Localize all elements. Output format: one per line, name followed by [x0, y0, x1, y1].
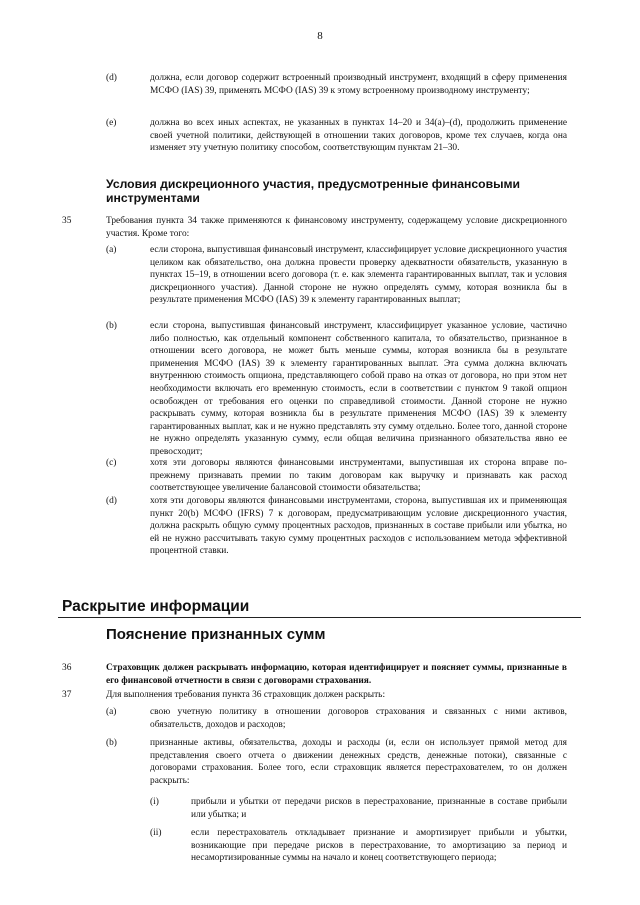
subitem-label: (i) — [150, 797, 159, 807]
list-item: должна, если договор содержит встроенный производный инструмент, входящий в сферу применения МСФО (IAS) 39, применять МСФО (IAS) 39 к этому встроенному производному инструменту; — [150, 73, 567, 96]
list-item: если сторона, выпустившая финансовый инструмент, классифицирует условие дискреционного участия целиком как обязательство, она должна провести проверку адекватности обязательств, указанную в пунктах 15–19, в отношении всего договора (т. е. как элемента гарантированных выплат, так и условия дискреционного участия). Данной стороне не нужно определять сумму, которая возникла бы в результате применения МСФО (IAS) 39 к элементу гарантированных выплат; — [150, 245, 567, 306]
list-item: должна во всех иных аспектах, не указанных в пунктах 14–20 и 34(a)–(d), продолжить применение своей учетной политики, действующей в отношении таких договоров, кроме тех случаев, когда она изменяет эту учетную политику способом, соответствующим пунктам 21–30. — [150, 118, 567, 154]
paragraph-text: Требования пункта 34 также применяются к финансовому инструменту, содержащему условие дискреционного участия. Кроме того: — [106, 216, 567, 239]
paragraph-text: Для выполнения требования пункта 36 страховщик должен раскрыть: — [106, 690, 386, 700]
list-item: если сторона, выпустившая финансовый инструмент, классифицирует указанное условие, частично либо полностью, как отдельный компонент собственного капитала, то обязательство, признанное в отношении всего договора, не может быть меньше суммы, которая возникла бы в результате применения МСФО (IAS) 39 к элементу гарантированных выплат. Эта сумма должна включать внутреннюю стоимость опциона, представляющего собой право на отказ от договора, но при этом нет необходимости включать его временную стоимость, если в соответствии с пунктом 9 такой опцион освобожден от требования его оценки по справедливой стоимости. Данной стороне не нужно раскрывать сумму, которая возникла бы в результате применения МСФО (IAS) 39 к элементу гарантированных выплат, как и не нужно представлять эту сумму отдельно. Более того, данной стороне не нужно определять указанную сумму, если общая величина признанного обязательства явно ее превосходит; — [150, 321, 567, 457]
subitem-label: (ii) — [150, 828, 162, 838]
list-item: свою учетную политику в отношении договоров страхования и связанных с ними активов, обязательств, доходов и расходов; — [150, 707, 567, 730]
paragraph-number: 37 — [62, 690, 72, 700]
page-number: 8 — [317, 30, 323, 42]
list-item: хотя эти договоры являются финансовыми инструментами, выпустившая их сторона вправе по-прежнему признавать премии по таким договорам как выручку и признавать как расход соответствующее увеличение балансовой стоимости обязательства; — [150, 458, 567, 494]
item-label: (c) — [106, 458, 117, 468]
heading-rule — [58, 617, 581, 618]
list-item: признанные активы, обязательства, доходы и расходы (и, если он использует прямой метод для представления своего отчета о движении денежных средств, денежные потоки), связанные с договорами страхования. Более того, если страховщик является перестрахователем, то он должен раскрыть: — [150, 738, 567, 786]
subheading: Пояснение признанных сумм — [106, 626, 326, 643]
main-heading: Раскрытие информации — [62, 598, 250, 615]
list-subitem: прибыли и убытки от передачи рисков в перестрахование, признанные в составе прибыли или убытка; и — [191, 797, 567, 820]
list-item: хотя эти договоры являются финансовыми инструментами, сторона, выпустившая их и применяющая пункт 20(b) МСФО (IFRS) 7 к договорам, предусматривающим условие дискреционного участия, должна раскрыть общую сумму процентных расходов, признанных в составе прибыли или убытка, но ей не нужно рассчитывать такую сумму процентных расходов с использованием метода эффективной процентной ставки. — [150, 496, 567, 557]
item-label: (a) — [106, 707, 117, 717]
list-subitem: если перестрахователь откладывает признание и амортизирует прибыли и убытки, возникающие при передаче рисков в перестрахование, то амортизацию за период и несамортизированные суммы на начало и конец соответствующего периода; — [191, 828, 567, 864]
item-label: (d) — [106, 73, 117, 83]
item-label: (d) — [106, 496, 117, 506]
item-label: (b) — [106, 738, 117, 748]
paragraph-text-bold: Страховщик должен раскрывать информацию, которая идентифицирует и поясняет суммы, признанные в его финансовой отчетности в связи с договорами страхования. — [106, 663, 567, 686]
paragraph-number: 36 — [62, 663, 72, 673]
item-label: (a) — [106, 245, 117, 255]
item-label: (b) — [106, 321, 117, 331]
item-label: (e) — [106, 118, 117, 128]
paragraph-number: 35 — [62, 216, 72, 226]
section-heading: Условия дискреционного участия, предусмотренные финансовыми инструментами — [106, 177, 521, 206]
